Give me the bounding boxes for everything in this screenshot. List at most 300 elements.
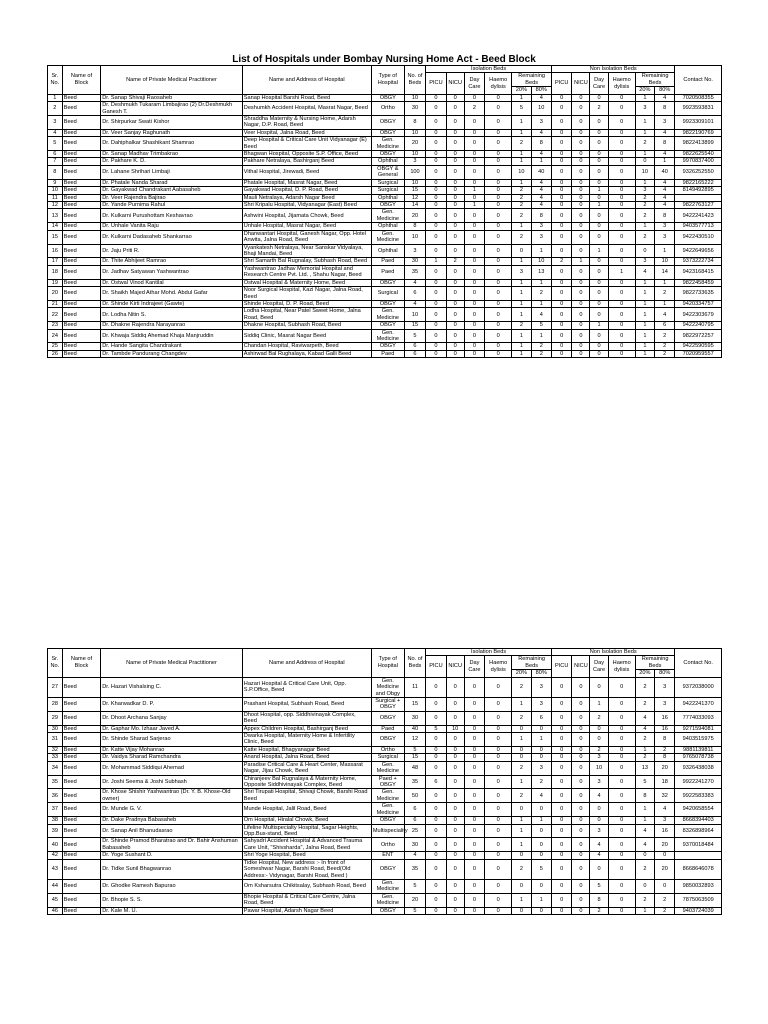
cell-iso-haemo: 0 [485,179,512,186]
cell-non-daycare: 0 [590,817,608,824]
cell-iso-picu: 0 [426,137,446,151]
cell-iso-rem-20: 0 [512,725,531,732]
cell-non-rem-20: 2 [635,859,654,879]
cell-non-picu: 0 [552,129,572,136]
cell-sr: 33 [48,754,63,761]
cell-type: OBGY [371,279,404,286]
cell-practitioner: Dr. Dake Pradnya Babasaheb [101,817,243,824]
cell-non-rem-20: 4 [635,711,654,725]
cell-hospital: Om Ksharsutra Chikitsalay, Subhash Road, Beed [242,879,371,893]
cell-iso-daycare: 0 [464,893,484,907]
cell-non-rem-80: 4 [655,187,675,194]
cell-contact: 9403515975 [675,733,722,747]
cell-iso-haemo: 0 [485,803,512,817]
cell-sr: 29 [48,711,63,725]
cell-practitioner: Dr. Jadhav Satyawan Yashwantrao [101,265,243,279]
cell-non-daycare: 2 [590,102,608,116]
cell-type: Gen. Medicine [371,329,404,343]
cell-iso-rem-80: 0 [531,746,551,753]
cell-iso-haemo: 0 [485,258,512,265]
cell-iso-nicu: 0 [446,129,464,136]
cell-iso-rem-80: 4 [531,179,551,186]
table-row [48,746,722,753]
cell-iso-rem-20: 2 [512,859,531,879]
cell-hospital: Shraddha Maternity & Nursing Home, Adarsh Nagar, D.P. Road, Beed [242,115,371,129]
cell-non-nicu: 0 [572,893,590,907]
cell-type: Ophthal [371,244,404,258]
cell-hospital: Vithal Hospital, Jirewadi, Beed [242,165,371,179]
cell-non-rem-80: 1 [655,158,675,165]
cell-non-daycare: 0 [590,223,608,230]
cell-iso-haemo: 0 [485,287,512,301]
cell-type: Multispeciality [371,824,404,838]
header-hospital: Name and Address of Hospital [242,649,371,678]
cell-iso-picu: 0 [426,746,446,753]
header-20pct: 20% [512,87,531,94]
cell-type: OBGY [371,129,404,136]
cell-type: OBGY & General [371,165,404,179]
cell-non-picu: 0 [552,733,572,747]
cell-non-picu: 0 [552,179,572,186]
cell-iso-rem-20: 1 [512,350,531,357]
cell-non-rem-20: 10 [635,165,654,179]
cell-sr: 19 [48,279,63,286]
cell-practitioner: Dr. Sanap Anil Bhanudasrao [101,824,243,838]
cell-iso-rem-20: 1 [512,179,531,186]
cell-type: Ortho [371,746,404,753]
cell-iso-rem-80: 1 [531,329,551,343]
cell-block: Beed [62,711,101,725]
cell-non-daycare: 1 [590,322,608,329]
cell-non-rem-80: 4 [655,803,675,817]
cell-non-rem-80: 20 [655,859,675,879]
cell-hospital: Hazari Hospital & Critical Care Unit, Opp. S.P.Office, Beed [242,677,371,697]
cell-iso-rem-80: 6 [531,711,551,725]
cell-non-haemo: 0 [608,102,635,116]
cell-beds: 6 [404,350,426,357]
cell-iso-nicu: 0 [446,746,464,753]
cell-sr: 14 [48,223,63,230]
cell-contact: 8149492895 [675,187,722,194]
cell-iso-rem-20: 0 [512,803,531,817]
cell-non-rem-20: 1 [635,329,654,343]
cell-contact: 9420658554 [675,803,722,817]
cell-iso-rem-20: 1 [512,775,531,789]
cell-iso-haemo: 0 [485,789,512,803]
table-row [48,187,722,194]
cell-non-haemo: 0 [608,223,635,230]
cell-non-haemo: 0 [608,343,635,350]
cell-hospital: Ashirwad Bal Rughalaya, Kabad Galli Beed [242,350,371,357]
cell-non-rem-80: 2 [655,746,675,753]
cell-iso-nicu: 0 [446,907,464,914]
header-20pct: 20% [512,670,531,677]
cell-iso-daycare: 0 [464,244,484,258]
cell-iso-nicu: 0 [446,329,464,343]
cell-non-haemo: 0 [608,230,635,244]
cell-hospital: Noor Surgical Hospital, Kazi Nagar, Jalna Road, Beed [242,287,371,301]
cell-type: Gen. Medicine [371,230,404,244]
cell-non-haemo: 0 [608,308,635,322]
cell-iso-rem-80: 2 [531,350,551,357]
cell-contact [675,852,722,859]
table-row [48,775,722,789]
cell-type: Paed [371,725,404,732]
cell-non-haemo: 0 [608,677,635,697]
cell-contact: 9822458459 [675,279,722,286]
cell-non-haemo: 0 [608,824,635,838]
header-picu: PICU [426,73,446,94]
cell-beds: 4 [404,852,426,859]
header-sr: Sr. No. [48,66,63,95]
cell-beds: 4 [404,300,426,307]
cell-iso-nicu: 0 [446,803,464,817]
cell-sr: 8 [48,165,63,179]
cell-non-haemo: 0 [608,859,635,879]
cell-iso-rem-20: 2 [512,194,531,201]
cell-contact: 9822733635 [675,287,722,301]
cell-iso-nicu: 0 [446,308,464,322]
cell-non-picu: 0 [552,230,572,244]
cell-non-rem-80: 3 [655,223,675,230]
cell-non-haemo: 0 [608,129,635,136]
cell-non-nicu: 0 [572,733,590,747]
cell-non-rem-20: 3 [635,258,654,265]
header-practitioner: Name of Private Medical Practitioner [101,66,243,95]
cell-non-rem-20: 0 [635,852,654,859]
cell-type: Gen. Medicine [371,879,404,893]
cell-practitioner: Dr. Katte Vijay Mohanrao [101,746,243,753]
cell-non-daycare: 0 [590,230,608,244]
cell-non-rem-20: 1 [635,817,654,824]
cell-contact: 9923309101 [675,115,722,129]
cell-non-rem-20: 1 [635,300,654,307]
table-row [48,859,722,879]
cell-iso-rem-80: 4 [531,129,551,136]
cell-block: Beed [62,202,101,209]
cell-block: Beed [62,102,101,116]
table-row [48,789,722,803]
header-type: Type of Hospital [371,66,404,95]
cell-non-nicu: 0 [572,209,590,223]
table-row [48,223,722,230]
cell-iso-daycare: 0 [464,129,484,136]
cell-iso-picu: 0 [426,244,446,258]
cell-block: Beed [62,754,101,761]
cell-iso-daycare: 0 [464,852,484,859]
cell-block: Beed [62,879,101,893]
cell-non-rem-80: 1 [655,279,675,286]
cell-contact: 8668394403 [675,817,722,824]
cell-sr: 20 [48,287,63,301]
cell-iso-rem-80: 2 [531,775,551,789]
cell-hospital: Shri Yoge Hospital, Beed [242,852,371,859]
cell-block: Beed [62,322,101,329]
header-isolation: Isolation Beds [426,649,552,656]
cell-hospital: Bhagwan Hospital, Opposite S.P. Office, Beed [242,151,371,158]
cell-iso-nicu: 0 [446,322,464,329]
cell-sr: 15 [48,230,63,244]
cell-sr: 35 [48,775,63,789]
cell-non-picu: 0 [552,677,572,697]
cell-iso-picu: 0 [426,187,446,194]
cell-non-rem-20: 13 [635,761,654,775]
cell-non-haemo: 0 [608,322,635,329]
cell-iso-daycare: 0 [464,194,484,201]
cell-iso-rem-80: 0 [531,803,551,817]
table-row [48,194,722,201]
cell-non-haemo: 0 [608,258,635,265]
cell-iso-nicu: 0 [446,893,464,907]
cell-non-nicu: 0 [572,746,590,753]
header-sr: Sr. No. [48,649,63,678]
cell-iso-rem-20: 0 [512,754,531,761]
cell-non-rem-20: 2 [635,893,654,907]
cell-iso-picu: 0 [426,230,446,244]
cell-non-daycare: 3 [590,775,608,789]
header-remaining: Remaining Beds [635,656,675,670]
cell-block: Beed [62,265,101,279]
cell-iso-haemo: 0 [485,194,512,201]
cell-non-picu: 0 [552,852,572,859]
cell-iso-picu: 0 [426,907,446,914]
cell-iso-rem-80: 4 [531,789,551,803]
cell-non-picu: 0 [552,817,572,824]
cell-hospital: Sanap Hospital Barshi Road, Beed [242,94,371,101]
cell-iso-rem-80: 40 [531,165,551,179]
header-80pct: 80% [655,87,675,94]
cell-practitioner: Dr. Lodha Nitin S. [101,308,243,322]
cell-non-picu: 0 [552,265,572,279]
cell-non-nicu: 0 [572,287,590,301]
cell-sr: 34 [48,761,63,775]
cell-iso-rem-20: 1 [512,343,531,350]
cell-beds: 40 [404,725,426,732]
cell-iso-daycare: 0 [464,329,484,343]
cell-non-rem-20: 2 [635,137,654,151]
table-row [48,677,722,697]
cell-iso-rem-20: 2 [512,209,531,223]
cell-non-daycare: 1 [590,202,608,209]
cell-iso-haemo: 0 [485,907,512,914]
cell-contact: 9370018484 [675,838,722,852]
cell-non-rem-20: 1 [635,287,654,301]
table-row [48,287,722,301]
cell-practitioner: Dr. Dahiphalkar Shashikant Shamrao [101,137,243,151]
cell-sr: 23 [48,322,63,329]
cell-non-rem-20: 1 [635,308,654,322]
cell-beds: 100 [404,165,426,179]
cell-hospital: Pakhare Netralaya, Bashirganj Beed [242,158,371,165]
cell-non-rem-20: 8 [635,789,654,803]
cell-non-nicu: 0 [572,165,590,179]
cell-block: Beed [62,824,101,838]
cell-iso-daycare: 2 [464,102,484,116]
cell-iso-haemo: 0 [485,129,512,136]
cell-sr: 22 [48,308,63,322]
cell-iso-picu: 0 [426,343,446,350]
cell-non-nicu: 0 [572,803,590,817]
cell-iso-rem-20: 1 [512,838,531,852]
cell-block: Beed [62,194,101,201]
cell-non-picu: 0 [552,94,572,101]
cell-non-rem-20: 2 [635,754,654,761]
header-practitioner: Name of Private Medical Practitioner [101,649,243,678]
cell-type: OBGY [371,94,404,101]
cell-iso-daycare: 0 [464,725,484,732]
cell-non-picu: 0 [552,102,572,116]
cell-type: OBGY [371,733,404,747]
cell-non-rem-20: 1 [635,151,654,158]
cell-non-nicu: 0 [572,151,590,158]
cell-non-picu: 0 [552,300,572,307]
table-row [48,115,722,129]
cell-non-nicu: 0 [572,202,590,209]
table-row [48,129,722,136]
cell-non-rem-80: 8 [655,137,675,151]
table-row [48,209,722,223]
cell-iso-picu: 0 [426,803,446,817]
cell-non-picu: 0 [552,746,572,753]
cell-practitioner: Dr. Thite Abhijeet Ramrao [101,258,243,265]
cell-type: Paed [371,258,404,265]
cell-contact: 7774033093 [675,711,722,725]
cell-iso-rem-80: 0 [531,852,551,859]
cell-block: Beed [62,746,101,753]
cell-hospital: Mauli Netralaya, Adarsh Nagar Beed [242,194,371,201]
cell-beds: 6 [404,817,426,824]
cell-iso-rem-20: 1 [512,94,531,101]
cell-iso-picu: 0 [426,838,446,852]
cell-non-rem-20: 1 [635,746,654,753]
table-row [48,817,722,824]
table-row [48,102,722,116]
cell-iso-nicu: 0 [446,202,464,209]
cell-sr: 40 [48,838,63,852]
cell-iso-nicu: 0 [446,244,464,258]
cell-iso-rem-80: 0 [531,725,551,732]
cell-iso-rem-20: 1 [512,287,531,301]
header-haemo: Haemo dylisis [608,73,635,94]
cell-practitioner: Dr. Veer Sanjay Raghunath [101,129,243,136]
cell-practitioner: Dr. Unhale Vanita Raju [101,223,243,230]
cell-non-picu: 0 [552,803,572,817]
cell-beds: 30 [404,102,426,116]
cell-block: Beed [62,697,101,711]
cell-iso-picu: 5 [426,725,446,732]
cell-contact: 9271594081 [675,725,722,732]
table-row [48,838,722,852]
cell-non-haemo: 0 [608,907,635,914]
table-row [48,803,722,817]
table-row [48,265,722,279]
cell-non-daycare: 4 [590,789,608,803]
cell-iso-nicu: 0 [446,761,464,775]
table-row [48,137,722,151]
cell-hospital: Deep Hospital & Critical Care Unit Vidyanagar (E) Beed [242,137,371,151]
cell-hospital: Ostwal Hospital & Maternity Home, Beed [242,279,371,286]
cell-contact: 9403724039 [675,907,722,914]
cell-non-haemo: 0 [608,151,635,158]
cell-block: Beed [62,115,101,129]
cell-non-daycare: 0 [590,158,608,165]
cell-sr: 36 [48,789,63,803]
cell-iso-picu: 0 [426,859,446,879]
cell-iso-haemo: 0 [485,230,512,244]
cell-non-nicu: 0 [572,115,590,129]
cell-iso-daycare: 0 [464,308,484,322]
cell-iso-rem-80: 10 [531,258,551,265]
cell-non-rem-20: 1 [635,907,654,914]
cell-non-haemo: 0 [608,115,635,129]
header-80pct: 80% [531,670,551,677]
cell-non-nicu: 0 [572,102,590,116]
table-row [48,158,722,165]
cell-iso-nicu: 0 [446,265,464,279]
cell-iso-haemo: 0 [485,187,512,194]
cell-block: Beed [62,158,101,165]
cell-non-rem-80: 32 [655,789,675,803]
cell-non-haemo: 0 [608,287,635,301]
cell-type: Surgical [371,187,404,194]
cell-iso-rem-20: 2 [512,761,531,775]
cell-practitioner: Dr. Hande Sangita Chandrakant [101,343,243,350]
cell-practitioner: Dr. Bhopie S. S. [101,893,243,907]
cell-non-nicu: 0 [572,907,590,914]
cell-block: Beed [62,244,101,258]
cell-iso-nicu: 0 [446,852,464,859]
cell-contact: 7875063509 [675,893,722,907]
header-20pct: 20% [635,670,654,677]
header-picu: PICU [426,656,446,677]
cell-non-rem-80: 2 [655,893,675,907]
cell-iso-haemo: 0 [485,202,512,209]
cell-practitioner: Dr. Sanap Shivaji Raosaheb [101,94,243,101]
cell-block: Beed [62,300,101,307]
table-row [48,279,722,286]
cell-iso-haemo: 0 [485,711,512,725]
cell-iso-rem-80: 1 [531,244,551,258]
cell-iso-haemo: 0 [485,223,512,230]
cell-practitioner: Dr. Gaphar Mo. Izhaar Javed A. [101,725,243,732]
cell-non-haemo: 0 [608,761,635,775]
cell-non-haemo: 0 [608,137,635,151]
header-haemo: Haemo dylisis [608,656,635,677]
cell-iso-rem-80: 0 [531,838,551,852]
cell-contact: 9822625540 [675,151,722,158]
cell-sr: 39 [48,824,63,838]
cell-practitioner: Dr. Lahane Shrihari Limbaji [101,165,243,179]
cell-non-nicu: 0 [572,308,590,322]
header-remaining: Remaining Beds [635,73,675,87]
cell-iso-haemo: 0 [485,165,512,179]
cell-iso-rem-20: 0 [512,244,531,258]
cell-type: OBGY [371,859,404,879]
cell-non-daycare: 0 [590,287,608,301]
cell-beds: 50 [404,789,426,803]
cell-iso-haemo: 0 [485,279,512,286]
cell-non-rem-80: 4 [655,129,675,136]
cell-practitioner: Dr. Vaidya Sharad Ramchandra [101,754,243,761]
header-daycare: Day Care [590,73,608,94]
cell-iso-picu: 0 [426,279,446,286]
cell-iso-picu: 0 [426,879,446,893]
cell-iso-haemo: 0 [485,151,512,158]
cell-non-rem-80: 18 [655,775,675,789]
cell-non-rem-80: 6 [655,322,675,329]
cell-iso-daycare: 0 [464,165,484,179]
cell-iso-nicu: 0 [446,209,464,223]
